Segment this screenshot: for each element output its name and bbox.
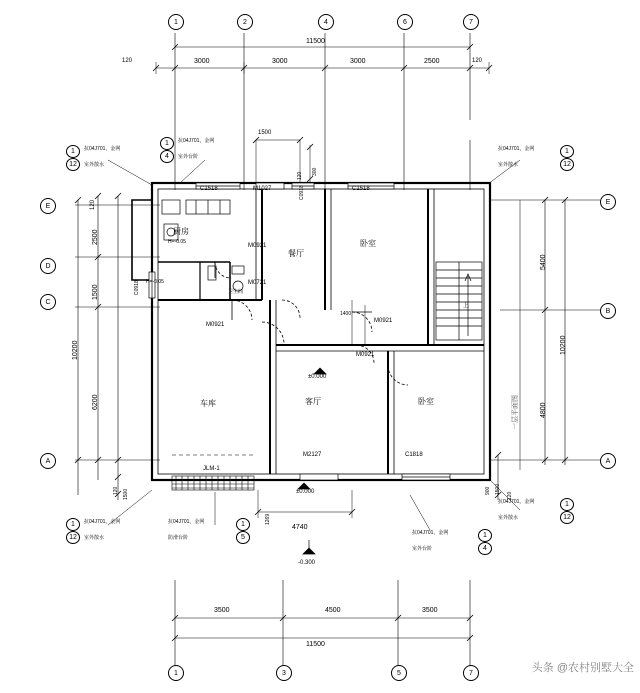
label-garage-door: JLM-1 bbox=[203, 466, 220, 472]
callout-bubble-3: $\frac{1}{12}$ bbox=[560, 145, 574, 171]
dim-left-2500: 2500 bbox=[92, 229, 99, 245]
dim-left-1500: 1500 bbox=[92, 284, 99, 300]
axis-bubble-bottom-7: 7 bbox=[463, 665, 479, 681]
dim-top-4: 2500 bbox=[424, 58, 440, 65]
dim-left-1500b: 1500 bbox=[123, 488, 129, 500]
dim-right-4800: 4800 bbox=[540, 402, 547, 418]
axis-bubble-right-E: E bbox=[600, 194, 616, 210]
dim-120-top: 120 bbox=[297, 171, 303, 180]
callout-text-6-line1: 抗04J701，金网 bbox=[168, 519, 205, 525]
axis-bubble-top-1: 1 bbox=[168, 14, 184, 30]
axis-bubble-top-2: 2 bbox=[237, 14, 253, 30]
callout-text-1-line1: 抗04J701，金网 bbox=[84, 146, 121, 152]
callout-bubble-5: $\frac{1}{12}$ bbox=[66, 518, 80, 544]
callout-text-3-line1: 抗04J701，金网 bbox=[498, 146, 535, 152]
label-door-m0921-a: M0921 bbox=[248, 243, 267, 249]
label-window-c1818: C1818 bbox=[405, 452, 423, 458]
callout-text-5-line1: 抗04J701，金网 bbox=[84, 519, 121, 525]
room-label-living: 客厅 bbox=[305, 397, 321, 406]
dim-top-2: 3000 bbox=[272, 58, 288, 65]
callout-bubble-2: $\frac{1}{4}$ bbox=[160, 137, 174, 163]
callout-bubble-4: $\frac{1}{12}$ bbox=[560, 498, 574, 524]
dim-top-1500: 1500 bbox=[258, 130, 272, 136]
label-door-m1027: M1027 bbox=[253, 186, 272, 192]
callout-text-5-line2: 室外散水 bbox=[84, 535, 105, 541]
room-note-kitchen: H=-0.05 bbox=[168, 239, 186, 245]
label-door-m0921-d: M0921 bbox=[356, 352, 375, 358]
dim-bottom-overall: 11500 bbox=[306, 641, 325, 648]
callout-bubble-6: $\frac{1}{5}$ bbox=[236, 518, 250, 544]
room-label-garage: 车库 bbox=[200, 399, 216, 408]
label-door-m2127: M2127 bbox=[303, 452, 322, 458]
dim-right-5400: 5400 bbox=[540, 254, 547, 270]
room-label-bath: 卫生间 bbox=[228, 289, 244, 295]
dim-1500-right: 1500 bbox=[495, 483, 501, 495]
dim-top-0: 120 bbox=[122, 58, 133, 64]
dim-900-right: 900 bbox=[485, 486, 491, 495]
dim-4740: 4740 bbox=[292, 524, 308, 531]
dim-left-6200: 6200 bbox=[92, 394, 99, 410]
dim-top-1: 3000 bbox=[194, 58, 210, 65]
callout-bubble-1: $\frac{1}{12}$ bbox=[66, 145, 80, 171]
axis-bubble-right-A: A bbox=[600, 453, 616, 469]
callout-text-3-line2: 室外散水 bbox=[498, 162, 519, 168]
level-living: ±0.000 bbox=[308, 374, 327, 380]
label-door-m0721: M0721 bbox=[248, 280, 267, 286]
stair-up-label: 上 bbox=[463, 303, 470, 309]
callout-bubble-7: $\frac{1}{4}$ bbox=[478, 529, 492, 555]
dim-bottom-1: 4500 bbox=[325, 607, 341, 614]
axis-bubble-bottom-5: 5 bbox=[391, 665, 407, 681]
dim-right-10200: 10200 bbox=[560, 335, 567, 355]
callout-text-1-line2: 室外散水 bbox=[84, 162, 105, 168]
axis-bubble-left-D: D bbox=[40, 258, 56, 274]
callout-text-4-line1: 抗04J701，金网 bbox=[498, 499, 535, 505]
dim-top-5: 120 bbox=[472, 58, 483, 64]
dim-1400: 1400 bbox=[340, 311, 352, 317]
room-label-dining: 餐厅 bbox=[288, 249, 304, 258]
callout-text-6-line2: 防滑台阶 bbox=[168, 535, 189, 541]
axis-bubble-top-6: 6 bbox=[397, 14, 413, 30]
dim-1269: 1269 bbox=[265, 513, 271, 525]
callout-text-2-line2: 室外台阶 bbox=[178, 154, 199, 160]
label-window-c1518-right: C1518 bbox=[352, 186, 370, 192]
room-label-bedroom1: 卧室 bbox=[360, 239, 376, 248]
dim-bottom-0: 3500 bbox=[214, 607, 230, 614]
dim-left-120b: 120 bbox=[113, 486, 119, 495]
axis-bubble-bottom-3: 3 bbox=[276, 665, 292, 681]
axis-bubble-left-E: E bbox=[40, 198, 56, 214]
label-window-c0918-left: C0918 bbox=[134, 280, 140, 295]
room-label-kitchen: 厨房 bbox=[173, 227, 189, 236]
axis-bubble-right-B: B bbox=[600, 303, 616, 319]
watermark: 头条 @农村别墅大全 bbox=[531, 662, 634, 674]
dim-left-10200: 10200 bbox=[72, 340, 79, 360]
dim-120-right: 120 bbox=[507, 491, 513, 500]
dim-bottom-2: 3500 bbox=[422, 607, 438, 614]
axis-bubble-bottom-1: 1 bbox=[168, 665, 184, 681]
callout-text-2-line1: 抗04J701，金网 bbox=[178, 138, 215, 144]
level-entry: ±0.000 bbox=[296, 489, 315, 495]
room-note-bath: H=-0.05 bbox=[146, 279, 164, 285]
axis-bubble-top-7: 7 bbox=[463, 14, 479, 30]
dim-top-3: 3000 bbox=[350, 58, 366, 65]
axis-bubble-top-4: 4 bbox=[318, 14, 334, 30]
room-label-bedroom2: 卧室 bbox=[418, 397, 434, 406]
dim-top-overall: 11500 bbox=[306, 38, 325, 45]
label-door-m0921-c: M0921 bbox=[374, 318, 393, 324]
callout-text-4-line2: 室外散水 bbox=[498, 515, 519, 521]
callout-text-7-line1: 抗04J701，金网 bbox=[412, 530, 449, 536]
drawing-title: 一层平面图 bbox=[512, 395, 519, 430]
label-window-c0918-top: C0918 bbox=[299, 185, 305, 200]
dim-left-120: 120 bbox=[90, 199, 96, 210]
callout-text-7-line2: 室外台阶 bbox=[412, 546, 433, 552]
axis-bubble-left-A: A bbox=[40, 453, 56, 469]
label-door-m0921-b: M0921 bbox=[206, 322, 225, 328]
dim-top-300: 300 bbox=[312, 167, 318, 176]
level-outside: -0.300 bbox=[298, 560, 316, 566]
axis-bubble-left-C: C bbox=[40, 294, 56, 310]
label-window-c1518-left: C1518 bbox=[200, 186, 218, 192]
